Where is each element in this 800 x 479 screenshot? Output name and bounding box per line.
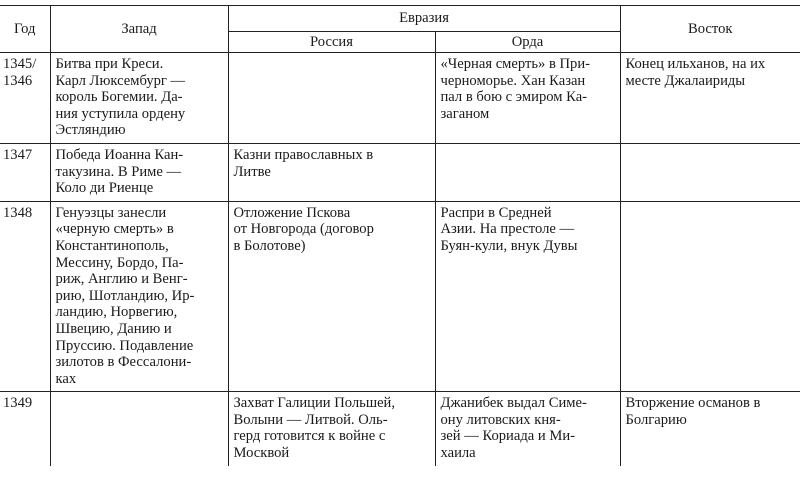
table-row: [0, 201, 800, 392]
header-year: Год: [0, 6, 50, 53]
year-cell: 1348: [0, 201, 50, 392]
east-cell: [620, 143, 800, 201]
header-row: [0, 6, 800, 32]
header-russia: Россия: [228, 32, 435, 53]
east-cell: [620, 201, 800, 392]
east-cell: Конец ильханов, на их месте Джалаириды: [620, 53, 800, 144]
russia-cell: [228, 53, 435, 144]
header-horde: Орда: [435, 32, 620, 53]
header-east: Восток: [620, 6, 800, 53]
year-cell: 1347: [0, 143, 50, 201]
year-cell: 1349: [0, 392, 50, 466]
west-cell: Генуэзцы занесли «черную смерть» в Константинополь, Мессину, Бордо, Па- риж, Англию и Венг- рию, Шотландию, Ир- ландию, Норвегию, Швецию, Данию и Пруссию. Подавление зилотов в Фессалони- ках: [50, 201, 228, 392]
west-cell: Победа Иоанна Кан- такузина. В Риме — Коло ди Риенце: [50, 143, 228, 201]
russia-cell: Захват Галиции Польшей, Волыни — Литвой. Оль- герд готовится к войне с Москвой: [228, 392, 435, 466]
west-cell: [50, 392, 228, 466]
table-row: [0, 392, 800, 466]
horde-cell: Распри в Средней Азии. На престоле — Буян-кули, внук Дувы: [435, 201, 620, 392]
header-west: Запад: [50, 6, 228, 53]
east-cell: Вторжение османов в Болгарию: [620, 392, 800, 466]
horde-cell: [435, 143, 620, 201]
year-cell: 1345/ 1346: [0, 53, 50, 144]
table-row: [0, 53, 800, 144]
russia-cell: Отложение Пскова от Новгорода (договор в Болотове): [228, 201, 435, 392]
table-row: [0, 143, 800, 201]
header-eurasia: Евразия: [228, 6, 620, 32]
russia-cell: Казни православных в Литве: [228, 143, 435, 201]
chronology-table: [0, 5, 800, 466]
west-cell: Битва при Креси. Карл Люксембург — король Богемии. Да- ния уступила ордену Эстляндию: [50, 53, 228, 144]
horde-cell: «Черная смерть» в При- черноморье. Хан Казан пал в бою с эмиром Ка- заганом: [435, 53, 620, 144]
horde-cell: Джанибек выдал Симе- ону литовских кня- зей — Кориада и Ми- хаила: [435, 392, 620, 466]
